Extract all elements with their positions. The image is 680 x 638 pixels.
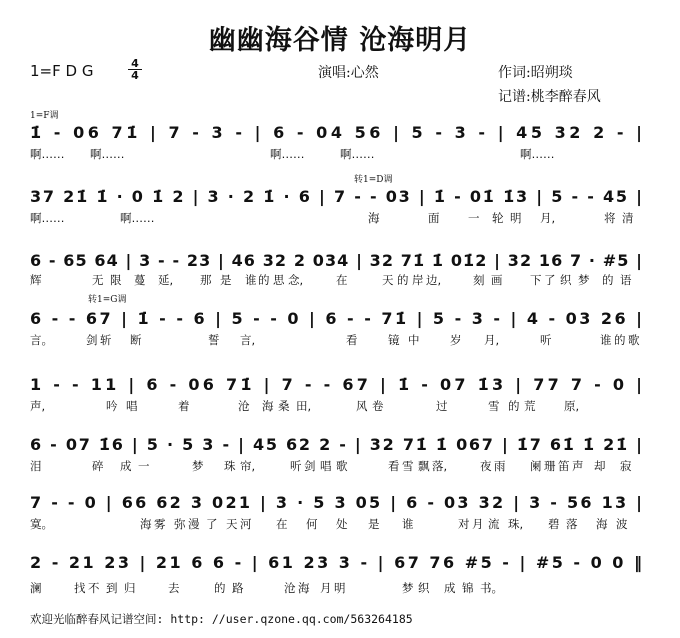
lyricist-credit [498,62,573,82]
notation-line-1 [30,118,650,144]
notation-line-5 [30,370,650,396]
lyric-syllable: 海 [368,211,380,225]
singer-credit [318,62,379,82]
lyric-syllable: 中 [408,333,420,347]
notation-svg [30,304,650,330]
lyric-syllable: 的 [258,273,270,287]
lyric-syllable: 原, [564,399,580,413]
lyric-syllable: 弥 [174,517,186,531]
lyric-syllable: 歌 [628,333,640,347]
lyric-syllable: 边, [426,273,442,287]
notation-svg [30,430,650,456]
notation-text: 6 - 07 1̇6 | 5 · 5 3 - | 45 62 2 - | 32 71̇ 1̇ 067 | 1̇7 61̇ 1̇ 21̇ | [30,435,642,454]
notation-svg [30,118,650,144]
lyric-syllable: 落, [432,459,448,473]
lyric-syllable: 对 [458,517,470,531]
lyric-syllable: 剑 [86,333,98,347]
lyric-syllable: 明 [510,211,522,225]
lyric-syllable: 了 [544,273,556,287]
lyric-syllable: 斩 [100,333,112,347]
lyric-syllable: 镜 [388,333,400,347]
notation-text: 2 - 21 23 | 21 6 6 - | 61 23 3 - | 67 76 #5 - | #5 - 0 0 ‖ [30,553,643,572]
lyric-syllable: 风 [356,399,368,413]
lyric-syllable: 流 [488,517,500,531]
time-signature-top: 4 [131,57,139,70]
lyric-syllable: 过 [436,399,448,413]
lyric-syllable: 歌 [336,459,348,473]
lyric-syllable: 啊…… [30,211,65,225]
lyric-syllable: 织 [560,273,572,287]
lyric-syllable: 珠, [508,517,524,531]
lyric-syllable: 限 [110,273,122,287]
time-signature-bottom: 4 [128,69,142,81]
lyric-syllable: 海 [298,581,310,595]
lyric-syllable: 思 [273,273,285,287]
lyric-syllable: 了 [206,517,218,531]
lyric-syllable: 去 [168,581,180,595]
lyric-syllable: 轮 [492,211,504,225]
lyric-syllable: 梦 [402,581,414,595]
song-title: 幽幽海谷情 沧海明月 [208,25,472,56]
lyric-syllable: 到 [106,581,118,595]
lyric-syllable: 成 [444,581,456,595]
lyric-syllable: 波 [616,517,628,531]
lyric-syllable: 的 [614,333,626,347]
lyric-syllable: 飘 [418,459,430,473]
lyric-line-2 [30,210,650,226]
lyric-syllable: 的 [397,273,409,287]
lyric-syllable: 海 [596,517,608,531]
lyric-syllable: 月 [472,517,484,531]
lyric-syllable: 着 [178,399,190,413]
key-tag-modulation-d: 转1=D调 [354,175,393,185]
lyric-syllable: 梦 [578,273,590,287]
lyric-syllable: 语 [620,273,632,287]
lyric-syllable: 雪 [402,459,414,473]
lyric-syllable: 那 [200,273,212,287]
lyric-syllable: 梦 [192,459,204,473]
lyric-line-8 [30,580,650,596]
lyric-syllable: 找 [74,581,86,595]
lyric-syllable: 雾 [154,517,166,531]
lyric-syllable: 断 [130,333,142,347]
lyric-syllable: 在 [276,517,288,531]
lyric-syllable: 天 [382,273,394,287]
lyric-syllable: 的 [214,581,226,595]
lyric-line-6 [30,458,650,474]
lyric-syllable: 月 [320,581,332,595]
lyric-syllable: 织 [418,581,430,595]
lyric-syllable: 寂 [620,459,632,473]
lyric-syllable: 刻 [473,273,485,287]
footer-link-text: 欢迎光临醉春风记谱空间: http: //user.qzone.qq.com/563264185 [30,612,413,626]
key-signature: 1=F D G [30,62,94,80]
transcriber-label: 记谱: [498,89,531,105]
lyric-syllable: 笛 [558,459,570,473]
lyric-syllable: 寞。 [30,517,53,531]
lyric-syllable: 锦 [462,581,474,595]
lyric-syllable: 何 [306,517,318,531]
lyric-syllable: 澜 [30,581,42,595]
lyric-syllable: 明 [334,581,346,595]
lyric-syllable: 唱 [320,459,332,473]
lyric-syllable: 海 [262,399,274,413]
lyric-syllable: 啊…… [30,147,65,161]
notation-line-8 [30,548,650,574]
notation-svg [30,246,650,272]
time-signature [128,58,142,81]
lyric-syllable: 清 [622,211,634,225]
lyricist-name: 昭朔琰 [530,65,573,81]
lyric-syllable: 不 [88,581,100,595]
lyric-syllable: 的 [602,273,614,287]
lyric-syllable: 泪 [30,459,42,473]
lyric-syllable: 谁 [600,333,612,347]
lyric-syllable: 却 [594,459,606,473]
notation-text: 7 - - 0 | 66 62 3 021 | 3 · 5 3 05 | 6 - 03 32 | 3 - 56 13 | [30,493,643,512]
lyric-syllable: 一 [138,459,150,473]
notation-text: 6 - 65 64 | 3 - - 23 | 46 32 2 034 | 32 71̇ 1̇ 01̇2 | 32 16 7 · #5 | [30,251,642,270]
lyric-syllable: 声, [30,399,46,413]
lyric-syllable: 碎 [92,459,104,473]
lyric-syllable: 阑 [530,459,542,473]
notation-line-2 [30,182,650,208]
key-tag-modulation-g: 转1=G调 [88,295,127,305]
lyric-line-7 [30,516,650,532]
lyric-syllable: 画 [491,273,503,287]
lyric-line-3 [30,272,650,288]
lyric-syllable: 唱 [126,399,138,413]
lyric-syllable: 言。 [30,333,53,347]
lyric-syllable: 帘, [240,459,256,473]
lyric-syllable: 漫 [188,517,200,531]
lyric-syllable: 田, [296,399,312,413]
lyric-syllable: 看 [346,333,358,347]
lyric-syllable: 蔓 [134,273,146,287]
lyric-syllable: 成 [120,459,132,473]
lyric-syllable: 一 [468,211,480,225]
lyric-syllable: 无 [92,273,104,287]
lyric-syllable: 是 [220,273,232,287]
lyric-syllable: 珠 [224,459,236,473]
notation-line-7 [30,488,650,514]
singer-label: 演唱: [318,65,351,81]
notation-svg [30,548,650,574]
lyric-syllable: 在 [336,273,348,287]
lyric-syllable: 面 [428,211,440,225]
lyric-syllable: 誓 [208,333,220,347]
lyric-syllable: 谁 [245,273,257,287]
notation-line-6 [30,430,650,456]
lyric-syllable: 沧 [284,581,296,595]
lyric-syllable: 河 [240,517,252,531]
lyric-syllable: 是 [368,517,380,531]
lyric-syllable: 处 [336,517,348,531]
lyric-syllable: 的 [508,399,520,413]
lyric-syllable: 路 [232,581,244,595]
lyric-syllable: 念, [288,273,304,287]
lyric-syllable: 雪 [488,399,500,413]
lyric-syllable: 书。 [480,581,503,595]
lyric-syllable: 吟 [106,399,118,413]
lyric-syllable: 桑 [278,399,290,413]
notation-text: 6 - - 67 | 1̇ - - 6 | 5 - - 0 | 6 - - 71̇ | 5 - 3 - | 4 - 03 26 | [30,309,642,328]
lyric-syllable: 辉 [30,273,42,287]
lyric-syllable: 归 [124,581,136,595]
lyric-syllable: 月, [484,333,500,347]
lyric-syllable: 碧 [548,517,560,531]
lyricist-label: 作词: [498,65,531,81]
lyric-syllable: 沧 [238,399,250,413]
lyric-syllable: 声 [572,459,584,473]
notation-text: 1 - - 11 | 6 - 06 71̇ | 7 - - 67 | 1̇ - 07 1̇3 | 77 7 - 0 | [30,375,642,394]
lyric-syllable: 夜 [480,459,492,473]
lyric-syllable: 啊…… [120,211,155,225]
lyric-line-1 [30,146,650,162]
lyric-syllable: 言, [240,333,256,347]
notation-svg [30,182,650,208]
lyric-syllable: 雨 [494,459,506,473]
lyric-syllable: 啊…… [270,147,305,161]
lyric-syllable: 落 [566,517,578,531]
lyric-syllable: 岸 [412,273,424,287]
lyric-syllable: 延, [158,273,174,287]
notation-svg [30,370,650,396]
lyric-syllable: 啊…… [90,147,125,161]
notation-line-3 [30,246,650,272]
lyric-syllable: 将 [604,211,616,225]
lyric-line-4 [30,332,650,348]
lyric-syllable: 天 [226,517,238,531]
lyric-syllable: 听 [540,333,552,347]
lyric-syllable: 谁 [402,517,414,531]
lyric-syllable: 珊 [544,459,556,473]
notation-svg [30,488,650,514]
notation-line-4 [30,304,650,330]
notation-text: 1̇ - 06 71̇ | 7 - 3 - | 6 - 04 56 | 5 - 3 - | 45 32 2 - | [30,123,643,142]
transcriber-name: 桃李醉春风 [530,89,601,105]
lyric-line-5 [30,398,650,414]
lyric-syllable: 岁 [450,333,462,347]
lyric-syllable: 荒 [524,399,536,413]
lyric-syllable: 看 [388,459,400,473]
lyric-syllable: 剑 [304,459,316,473]
singer-name: 心然 [350,65,379,81]
transcriber-credit [498,86,601,106]
lyric-syllable: 下 [530,273,542,287]
lyric-syllable: 听 [290,459,302,473]
lyric-syllable: 卷 [372,399,384,413]
lyric-syllable: 啊…… [340,147,375,161]
notation-text: 37 21̇ 1̇ · 0 1̇ 2 | 3 · 2 1̇ · 6 | 7 - - 03 | 1̇ - 01̇ 1̇3 | 5 - - 45 | [30,187,642,206]
key-tag-initial: 1=F调 [30,111,59,121]
lyric-syllable: 啊…… [520,147,555,161]
lyric-syllable: 海 [140,517,152,531]
lyric-syllable: 月, [540,211,556,225]
